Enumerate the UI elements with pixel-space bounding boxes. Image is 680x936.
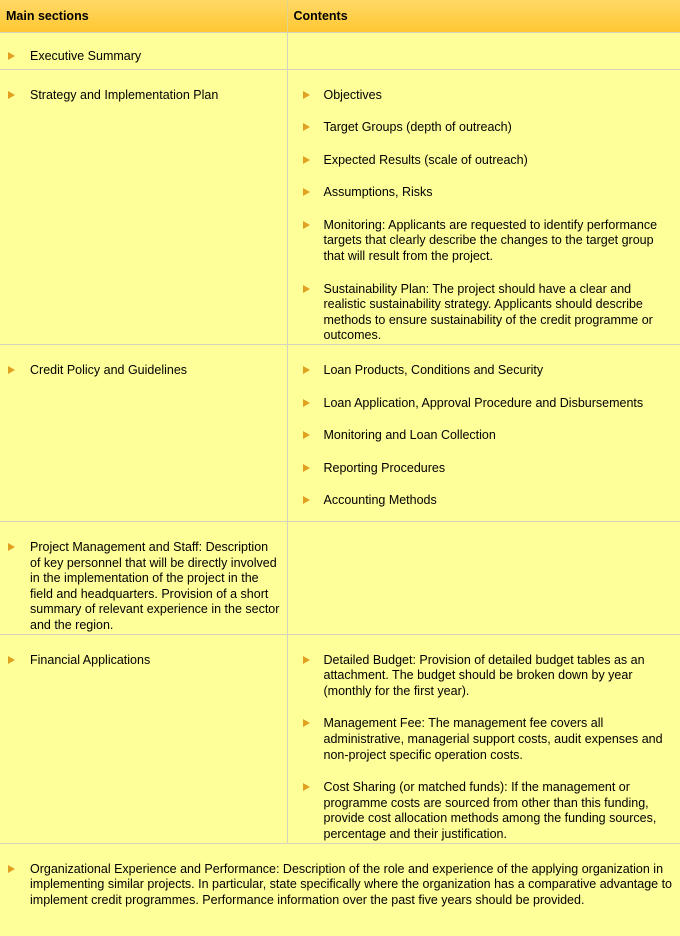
bullet-triangle-icon (303, 366, 310, 374)
bullet-triangle-icon (303, 656, 310, 664)
bullet-triangle-icon (8, 52, 15, 60)
list-item: Monitoring: Applicants are requested to identify performance targets that clearly describe the changes to the target group that will result from the project. (288, 218, 680, 265)
header-row (0, 0, 680, 32)
contents-cell (287, 32, 680, 69)
table-row (0, 345, 680, 522)
header-contents: Contents (287, 0, 680, 32)
table-row (0, 522, 680, 635)
bullet-triangle-icon (303, 496, 310, 504)
list-item: Detailed Budget: Provision of detailed budget tables as an attachment. The budget should be broken down by year (monthly for the first year). (288, 653, 680, 700)
list-item: Target Groups (depth of outreach) (288, 120, 680, 136)
list-item: Monitoring and Loan Collection (288, 428, 680, 444)
list-item: Project Management and Staff: Description of key personnel that will be directly involved in the implementation of the project in the field and headquarters. Provision of a short summary of relevant experience in the sector and the region. (0, 540, 287, 634)
bullet-triangle-icon (303, 719, 310, 727)
header-main-sections: Main sections (0, 0, 287, 32)
contents-cell (287, 634, 680, 843)
list-item: Loan Products, Conditions and Security (288, 363, 680, 379)
bullet-triangle-icon (303, 156, 310, 164)
table-row (0, 843, 680, 936)
list-item: Cost Sharing (or matched funds): If the management or programme costs are sourced from other than this funding, provide cost allocation methods among the funding sources, percentage and their justification. (288, 780, 680, 842)
list-item: Sustainability Plan: The project should have a clear and realistic sustainability strategy. Applicants should describe methods to ensure sustainability of the credit programme or outcomes. (288, 282, 680, 344)
bullet-triangle-icon (8, 543, 15, 551)
bullet-triangle-icon (8, 366, 15, 374)
list-item: Strategy and Implementation Plan (0, 88, 287, 104)
bullet-triangle-icon (303, 285, 310, 293)
bullet-triangle-icon (303, 221, 310, 229)
section-cell (0, 345, 287, 522)
table-row (0, 32, 680, 69)
bullet-triangle-icon (303, 783, 310, 791)
bullet-triangle-icon (303, 188, 310, 196)
bullet-triangle-icon (303, 123, 310, 131)
section-cell (0, 69, 287, 345)
list-item: Financial Applications (0, 653, 287, 669)
bullet-triangle-icon (303, 91, 310, 99)
contents-cell (287, 345, 680, 522)
bullet-triangle-icon (8, 865, 15, 873)
list-item: Expected Results (scale of outreach) (288, 153, 680, 169)
list-item: Organizational Experience and Performance: Description of the role and experience of the applying organization in implementing similar projects. In particular, state specifically where the organization has a comparative advantage to implement credit programmes. Performance information over the past five years should be provided. (0, 862, 680, 909)
list-item: Reporting Procedures (288, 461, 680, 477)
section-cell (0, 32, 287, 69)
bullet-triangle-icon (8, 656, 15, 664)
bullet-triangle-icon (303, 431, 310, 439)
list-item: Credit Policy and Guidelines (0, 363, 287, 379)
contents-cell (287, 69, 680, 345)
bullet-triangle-icon (303, 464, 310, 472)
section-cell (0, 634, 287, 843)
list-item: Loan Application, Approval Procedure and Disbursements (288, 396, 680, 412)
list-item: Objectives (288, 88, 680, 104)
section-cell (0, 522, 287, 635)
contents-cell (287, 522, 680, 635)
table-row (0, 634, 680, 843)
list-item: Executive Summary (0, 49, 287, 65)
bullet-triangle-icon (303, 399, 310, 407)
table-row (0, 69, 680, 345)
bullet-triangle-icon (8, 91, 15, 99)
list-item: Management Fee: The management fee covers all administrative, managerial support costs, audit expenses and non-project specific operation costs. (288, 716, 680, 763)
full-width-cell (0, 843, 680, 936)
list-item: Assumptions, Risks (288, 185, 680, 201)
list-item: Accounting Methods (288, 493, 680, 509)
